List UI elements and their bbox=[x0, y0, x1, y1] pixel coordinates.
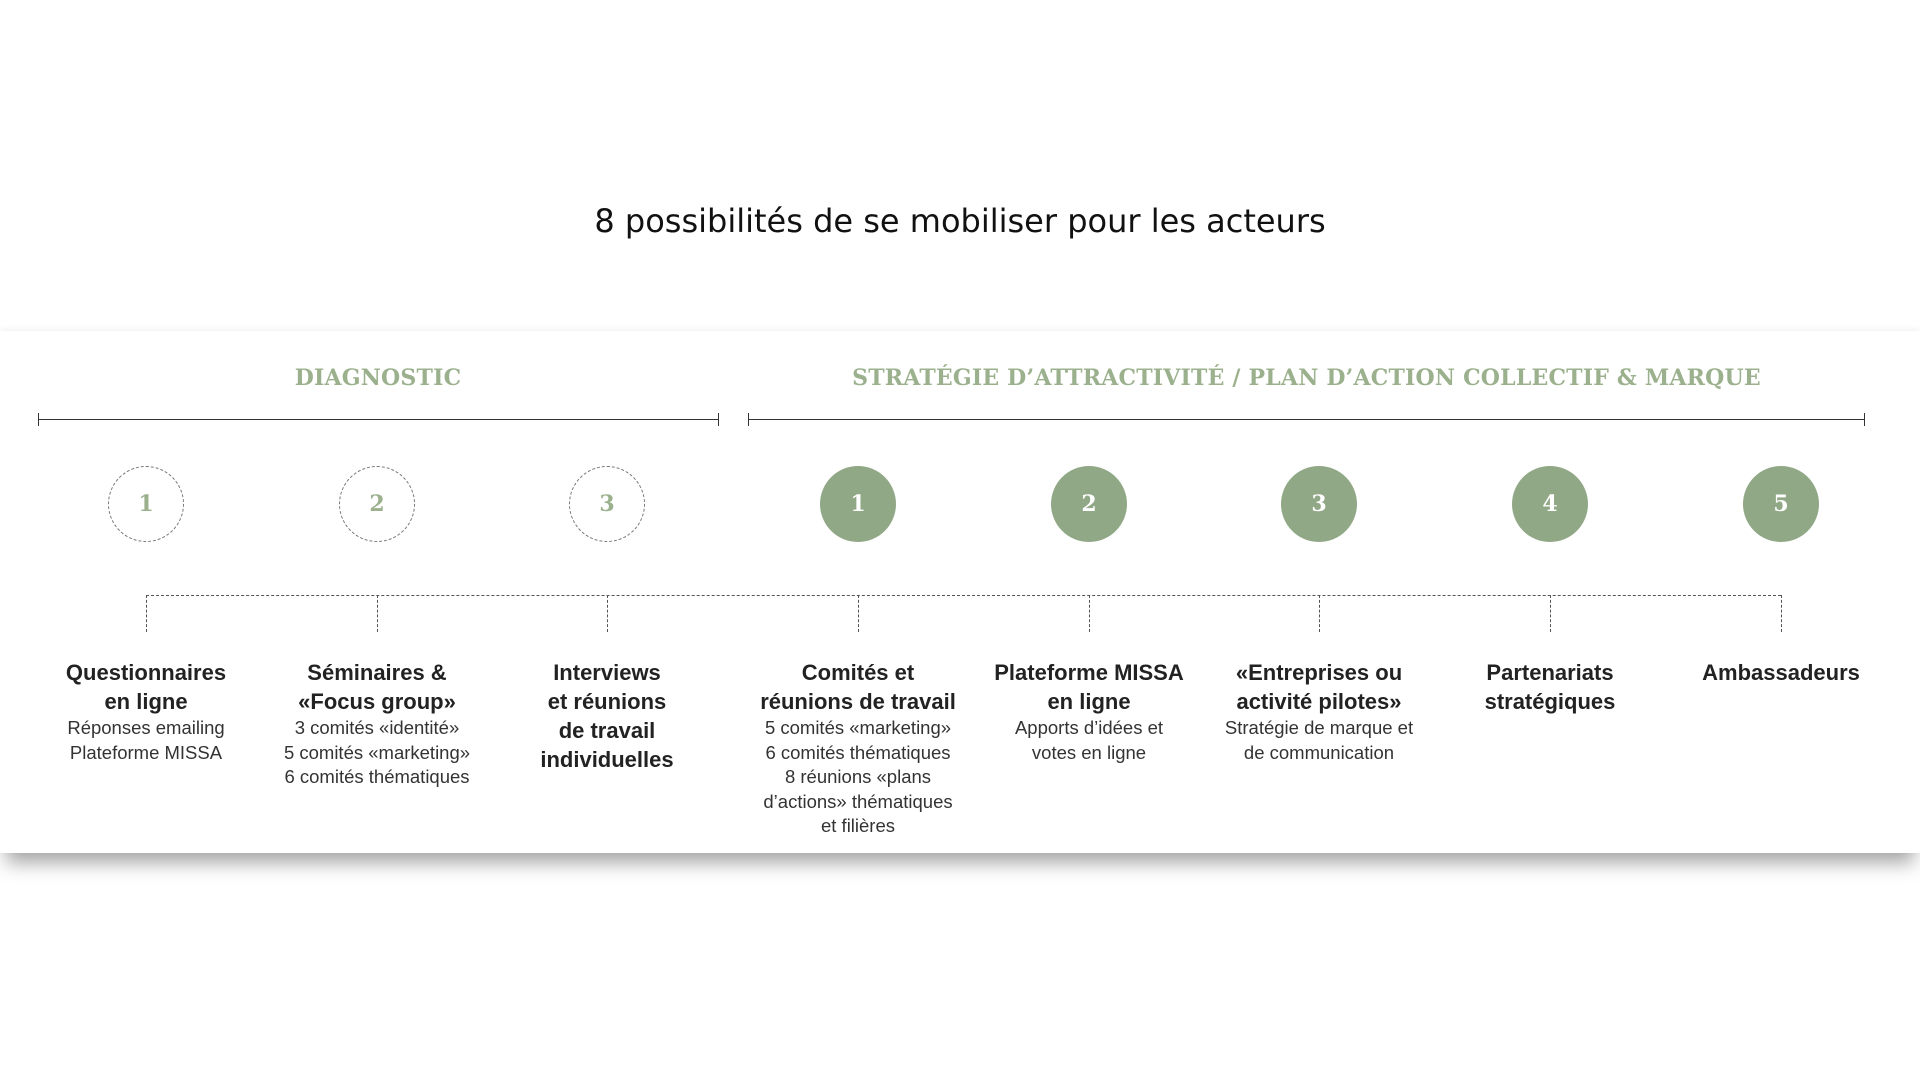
connector-tick-3 bbox=[607, 595, 608, 632]
connector-line bbox=[146, 595, 1781, 596]
step-circle-1: 1 bbox=[108, 466, 184, 542]
step-label-3 bbox=[492, 658, 722, 774]
strategy-bracket bbox=[748, 419, 1865, 420]
step-circle-7: 4 bbox=[1512, 466, 1588, 542]
connector-tick-7 bbox=[1550, 595, 1551, 632]
phase-title-diagnostic: DIAGNOSTIC bbox=[294, 365, 462, 391]
step-title: Partenariats stratégiques bbox=[1484, 660, 1616, 714]
step-circle-2: 2 bbox=[339, 466, 415, 542]
step-details: Réponses emailing Plateforme MISSA bbox=[67, 717, 225, 763]
connector-tick-2 bbox=[377, 595, 378, 632]
step-label-5 bbox=[974, 658, 1204, 765]
step-label-6 bbox=[1204, 658, 1434, 765]
step-title: Interviews et réunions de travail individuelles bbox=[540, 660, 674, 772]
connector-tick-1 bbox=[146, 595, 147, 632]
step-circle-6: 3 bbox=[1281, 466, 1357, 542]
step-title: Comités et réunions de travail bbox=[760, 660, 956, 714]
slide-title: 8 possibilités de se mobiliser pour les acteurs bbox=[594, 202, 1326, 240]
step-label-2 bbox=[262, 658, 492, 790]
step-details: Apports d’idées et votes en ligne bbox=[1014, 717, 1164, 763]
step-circle-3: 3 bbox=[569, 466, 645, 542]
step-title: «Entreprises ou activité pilotes» bbox=[1235, 660, 1403, 714]
step-title: Séminaires & «Focus group» bbox=[298, 660, 456, 714]
connector-tick-4 bbox=[858, 595, 859, 632]
step-label-1 bbox=[31, 658, 261, 765]
step-details: 5 comités «marketing» 6 comités thématiques 8 réunions «plans d’actions» thématiques et filières bbox=[763, 717, 953, 836]
step-title: Plateforme MISSA en ligne bbox=[994, 660, 1184, 714]
step-circle-5: 2 bbox=[1051, 466, 1127, 542]
step-title: Ambassadeurs bbox=[1702, 660, 1860, 685]
phase-title-strategy: STRATÉGIE D’ATTRACTIVITÉ / PLAN D’ACTION COLLECTIF & MARQUE bbox=[852, 365, 1761, 391]
step-details: Stratégie de marque et de communication bbox=[1224, 717, 1414, 763]
step-label-8 bbox=[1666, 658, 1896, 687]
connector-tick-6 bbox=[1319, 595, 1320, 632]
step-label-7 bbox=[1435, 658, 1665, 716]
step-label-4 bbox=[743, 658, 973, 839]
step-title: Questionnaires en ligne bbox=[65, 660, 227, 714]
diagnostic-bracket bbox=[38, 419, 719, 420]
step-circle-8: 5 bbox=[1743, 466, 1819, 542]
step-circle-4: 1 bbox=[820, 466, 896, 542]
connector-tick-5 bbox=[1089, 595, 1090, 632]
step-details: 3 comités «identité» 5 comités «marketing» 6 comités thématiques bbox=[283, 717, 471, 787]
connector-tick-8 bbox=[1781, 595, 1782, 632]
mobilisation-diagram bbox=[0, 331, 1920, 853]
